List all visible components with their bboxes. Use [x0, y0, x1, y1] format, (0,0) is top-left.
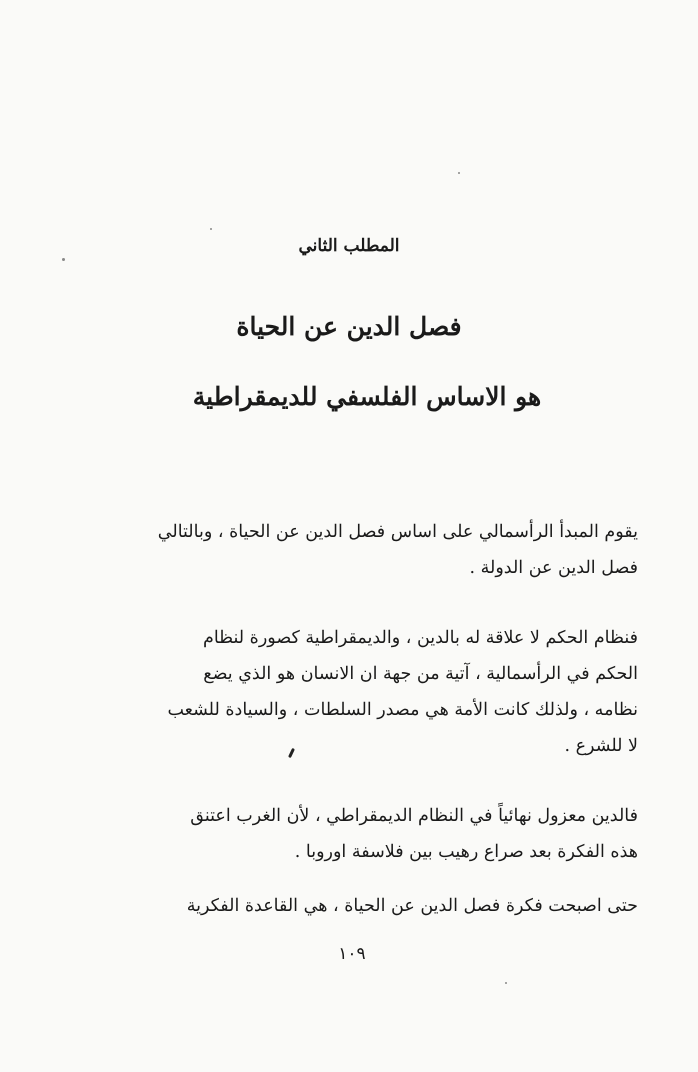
paragraph-line: لا للشرع .: [564, 736, 638, 756]
paragraph-line: حتى اصبحت فكرة فصل الدين عن الحياة ، هي القاعدة الفكرية: [186, 896, 638, 916]
print-speck: [505, 982, 507, 984]
paragraph-line: فالدين معزول نهائياً في النظام الديمقراطي ، لأن الغرب اعتنق: [190, 806, 638, 826]
print-speck: [210, 228, 212, 230]
chapter-title: فصل الدين عن الحياة: [236, 312, 462, 341]
paragraph: [62, 620, 638, 764]
paragraph-line: هذه الفكرة بعد صراع رهيب بين فلاسفة اوروبا .: [294, 842, 638, 862]
chapter-subtitle: هو الاساس الفلسفي للديمقراطية: [192, 382, 542, 411]
paragraph-line: فنظام الحكم لا علاقة له بالدين ، والديمقراطية كصورة لنظام: [202, 628, 638, 648]
print-speck: [458, 172, 460, 174]
paragraph: [62, 514, 638, 586]
paragraph: [62, 798, 638, 870]
paragraph-line: يقوم المبدأ الرأسمالي على اساس فصل الدين عن الحياة ، وبالتالي: [157, 522, 638, 542]
section-label: المطلب الثاني: [298, 236, 400, 256]
paragraph-line: الحكم في الرأسمالية ، آتية من جهة ان الانسان هو الذي يضع: [203, 664, 638, 684]
page-number: ١٠٩: [338, 944, 366, 964]
print-speck: [62, 258, 65, 261]
paragraph-line: فصل الدين عن الدولة .: [469, 558, 638, 578]
paragraph-line: نظامه ، ولذلك كانت الأمة هي مصدر السلطات ، والسيادة للشعب: [167, 700, 638, 720]
paragraph: [62, 888, 638, 924]
